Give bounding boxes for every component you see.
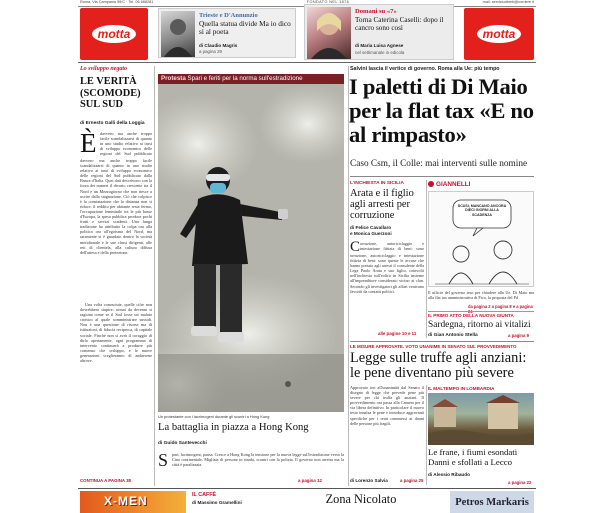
masthead-center: FONDATO NEL 1876 — [306, 0, 350, 4]
promo1-title: Quella statua divide Ma io dico sì al poeta — [199, 19, 291, 36]
person-icon — [161, 11, 195, 57]
lecco-headline[interactable]: Le frane, i fiumi esondati Danni e sfollati a Lecco — [428, 447, 518, 467]
sardegna-author: di Gian Antonio Stella — [428, 333, 478, 338]
truffe-headline[interactable]: Legge sulle truffe agli anziani: le pene diventano più severe — [350, 350, 527, 381]
caffe-title[interactable]: Zona Nicolato — [325, 492, 397, 506]
story1-page-link[interactable]: alle pagine 10 e 11 — [378, 331, 417, 336]
sardegna-page-link[interactable]: a pagina 9 — [508, 333, 530, 338]
story1-text-intro: orruzione, autoriciclaggio e intestazione fittizia di beni: sono — [360, 241, 424, 252]
story1-dropcap: C — [350, 239, 361, 255]
left-text-1: davvero ma anche troppo facile scandalizzarsi di quanto in uno studio relativo ai tassi di sviluppo economico delle regioni del Sud pubblicato dalla Banca d'Italia. Quei dati descrivono con la forza dei numeri il divario crescente tra il Nord e un Mezzogiorno che non riesce a uscire dalla stagnazione. Ciò che colpisce è la constatazione che la distanza non si riduce: il reddito per abitante resta fermo, l'occupazione femminile tra le più basse d'Europa, la spesa pubblica produce pochi frutti e servizi scadenti. Una lunga tradizione ha attribuito la colpa ora alla politica ora all'egoismo del Nord, ma raramente si è guardato dentro la società meridionale e le sue classi dirigenti, alle reti di clientela, alla cultura diffusa dell'attesa e della protezione. — [80, 158, 152, 255]
story1-divider — [426, 180, 427, 338]
promo1-kicker: Trieste e D'Annunzio — [199, 12, 258, 19]
flood-illustration — [428, 393, 534, 445]
left-headline[interactable]: LE VERITÀ (SCOMODE) SUL SUD — [80, 76, 141, 110]
photo-kicker-red: Protesta — [161, 75, 186, 82]
photo-author: di Guido Santevecchi — [158, 441, 207, 446]
motta-logo: motta — [477, 25, 522, 43]
record-dot-icon — [428, 181, 434, 187]
photo-dropcap: S — [158, 450, 169, 470]
lecco-page-link[interactable]: a pagina 22 — [508, 480, 532, 485]
photo-headline[interactable]: La battaglia in piazza a Hong Kong — [158, 422, 309, 433]
photo-text: pari, lacrimogeni, pausa. Cresce a Hong Kong la tensione per la nuova legge sull'estradizione verso la Cina continentale. Migliaia di persone in strada, scontri con la polizia. Il governo non arretra ma la città è paralizzata. — [172, 452, 344, 468]
left-kicker: Lo sviluppo negato — [80, 66, 128, 72]
cartoon-drawing[interactable] — [428, 191, 534, 287]
truffe-divider — [426, 385, 427, 485]
lead-rule — [350, 176, 534, 177]
promo-box-caselli[interactable] — [304, 4, 454, 60]
photo-kicker-text: Spari e feriti per la norma sull'estradizione — [187, 75, 303, 82]
hong-kong-photo[interactable] — [158, 84, 344, 412]
person-icon — [307, 7, 351, 59]
cartoon-pages-link[interactable]: da pagina 2 a pagina 8 e a pagina — [468, 304, 533, 309]
caselli-portrait — [307, 7, 351, 59]
left-author: di Ernesto Galli della Loggia — [80, 121, 145, 126]
caffe-label: IL CAFFÈ — [192, 492, 217, 498]
promo1-author: di Claudio Magris — [199, 43, 238, 48]
story1-headline[interactable]: Arata e il figlio agli arresti per corruzione — [350, 188, 414, 221]
truffe-kicker: LE MISURE APPROVATE. VOTO UNANIME IN SENATO SUL PROVVEDIMENTO — [350, 344, 517, 349]
magris-portrait — [161, 11, 195, 57]
story1-kicker: L'INCHIESTA IN SICILIA — [350, 181, 404, 186]
truffe-author: di Lorenzo Salvia — [350, 478, 388, 483]
promo-box-magris[interactable] — [158, 8, 296, 58]
promo2-title: Torna Caterina Caselli: dopo il cancro sono così — [355, 16, 444, 32]
left-continue-link[interactable]: CONTINUA A PAGINA 38 — [80, 478, 131, 483]
masthead-right: mail: servizioclienti@corriere.it — [482, 0, 534, 4]
lecco-photo[interactable] — [428, 393, 534, 445]
xmen-ad[interactable] — [80, 491, 186, 513]
left-column-divider — [154, 66, 155, 486]
sardegna-kicker: IL PRIMO ATTO DELLA NUOVA GIUNTA — [428, 313, 514, 318]
lecco-kicker: IL MALTEMPO IN LOMBARDIA — [428, 386, 495, 391]
photo-kicker-bar — [158, 74, 344, 84]
lead-subhead[interactable]: Caso Csm, il Colle: mai interventi sulle nomine — [350, 159, 528, 169]
markaris-ad[interactable]: Petros Markaris — [450, 491, 534, 513]
cartoon-title: GIANNELLI — [428, 181, 532, 188]
cartoon-bubble: SCUSI, MANCANO ANCORA DIECI GIORNI ALLA SCADENZA — [457, 204, 507, 217]
motta-ad-right[interactable] — [464, 8, 534, 60]
masthead-left: Roma, Via Campania 59/C · Tel. 06 688281 — [80, 0, 154, 4]
promo-rule — [78, 62, 536, 63]
left-text-2: Una volta conosciute, quelle cifre non dovrebbero stupire: ormai da decenni si ragiona come se il Sud fosse un malato cronico al quale somministrare sussidi. Non è una questione di risorse ma di istituzioni, di fiducia reciproca, di capitale sociale. Finché non si avrà il coraggio di dirlo apertamente, ogni programma di intervento continuerà a produrre più consenso che sviluppo, e le nuove generazioni sceglieranno di andarsene altrove. — [80, 302, 152, 364]
newspaper-front-page — [78, 0, 536, 513]
bottom-rule — [78, 488, 536, 489]
left-dropcap: È — [80, 128, 97, 158]
photo-page-link[interactable]: a pagina 12 — [298, 478, 322, 483]
caffe-author: di Massimo Gramellini — [192, 500, 242, 505]
promo2-note: nel settimanale in edicola — [355, 50, 405, 55]
story1-author2: e Monica Guerzoni — [350, 231, 392, 236]
cartoon-rule — [428, 311, 534, 312]
lecco-author: di Alessio Ribaudo — [428, 472, 471, 477]
promo1-page: a pagina 29 — [199, 49, 222, 54]
motta-logo: motta — [92, 25, 137, 43]
middle-rule — [350, 341, 534, 342]
photo-caption: Un protestante con i lacrimogeni durante gli scontri a Hong Kong — [158, 414, 270, 419]
promo2-author: di Maria Luisa Agnese — [355, 43, 404, 48]
left-text-intro: davvero ma anche troppo facile scandalizzarsi di quanto in uno studio relativo ai tassi di sviluppo economico delle regioni del Sud pubblicato — [100, 131, 152, 157]
promo2-kicker: Domani su «7» — [355, 8, 397, 15]
motta-ad-left[interactable] — [80, 8, 148, 60]
truffe-page-link[interactable]: a pagina 25 — [400, 478, 424, 483]
cartoon-caption: Il ufficio del governo teso per chiudere alla Ue. Di Maio ma alla flat tax amministrativa di Fico, la proposta del Pd — [428, 290, 534, 301]
protester-illustration — [158, 84, 344, 412]
lead-headline[interactable]: I paletti di Di Maio per la flat tax «E no al rimpasto» — [349, 74, 534, 147]
sardegna-headline[interactable]: Sardegna, ritorno ai vitalizi — [428, 320, 531, 330]
story1-author1: di Felice Cavallaro — [350, 225, 392, 230]
xmen-logo: X-MEN — [104, 494, 148, 508]
truffe-text: Approvato ieri all'unanimità dal Senato il disegno di legge che prevede pene più severe per chi truffa gli anziani. Il provvedimento ora passa alla Camera per il via libera definitivo. In particolare il nuovo testo innalza le pene e introduce aggravanti specifiche per i reati commessi ai danni delle persone più fragili. — [350, 385, 424, 426]
story1-text: orruzione, autoriciclaggio e intestazione fittizia di beni: sono queste le accuse che hanno portato agli arresti il consulente della Lega Paolo Arata e suo figlio, coinvolti nell'inchiesta sull'eolico in Sicilia insieme all'imprenditore considerato vicino ai clan. Secondo gli investigatori gli affari venivano favoriti da contatti politici. — [350, 253, 424, 294]
lead-kicker: Salvini lascia il vertice di governo. Roma alla Ue: più tempo — [350, 66, 500, 72]
